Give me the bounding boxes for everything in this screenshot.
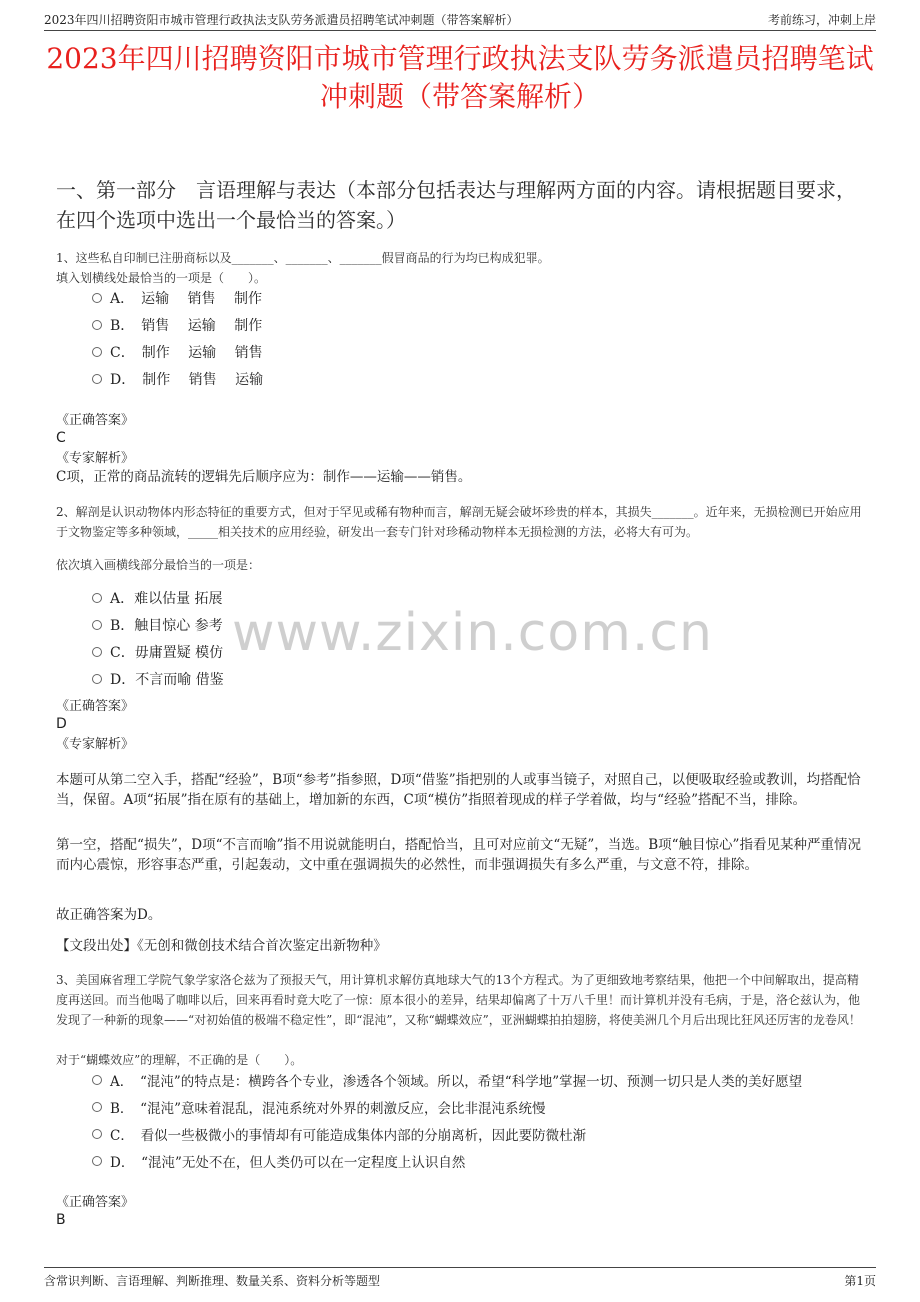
- q2-option-d[interactable]: [92, 668, 224, 690]
- q1-prompt: 填入划横线处最恰当的一项是（ ）。: [56, 271, 267, 285]
- q1-answer-label: 《正确答案》: [56, 413, 135, 428]
- radio-icon[interactable]: [92, 293, 102, 303]
- radio-icon[interactable]: [92, 374, 102, 384]
- q3-option-c-label: C． 看似一些极微小的事情却有可能造成集体内部的分崩离析，因此要防微杜渐: [110, 1128, 587, 1144]
- q1-analysis-label: 《专家解析》: [56, 451, 135, 466]
- q3-answer: B: [56, 1212, 66, 1228]
- q2-option-c-label: C．毋庸置疑 模仿: [110, 645, 224, 661]
- q1-option-a-label: A． 运输 销售 制作: [110, 291, 263, 307]
- q3-prompt: 对于“蝴蝶效应”的理解，不正确的是（ ）。: [56, 1053, 303, 1067]
- q2-option-b-label: B．触目惊心 参考: [110, 618, 223, 634]
- q1-option-b[interactable]: [92, 314, 262, 336]
- q2-stem: 2、解剖是认识动物体内形态特征的重要方式，但对于罕见或稀有物种而言，解剖无疑会破坏珍贵的样本，其损失_______。近年来，无损检测已开始应用于文物鉴定等多种领域，_____相关技术的应用经验，研发出一套专门针对珍稀动物样本无损检测的方法，必将大有可为。: [56, 505, 862, 539]
- q1-option-d-label: D． 制作 销售 运输: [110, 372, 264, 388]
- q1-option-b-label: B． 销售 运输 制作: [110, 318, 263, 334]
- q1-option-d[interactable]: [92, 368, 263, 390]
- radio-icon[interactable]: [92, 320, 102, 330]
- section-heading: 一、第一部分 言语理解与表达（本部分包括表达与理解两方面的内容。请根据题目要求，在四个选项中选出一个最恰当的答案。）: [56, 178, 856, 232]
- q2-analysis-label: 《专家解析》: [56, 737, 135, 752]
- q2-analysis-p3: 故正确答案为D。: [56, 907, 162, 923]
- q1-stem: [56, 248, 866, 288]
- q2-analysis-p2: 第一空，搭配“损失”，D项“不言而喻”指不用说就能明白，搭配恰当，且可对应前文“无疑”，当选。B项“触目惊心”指看见某种严重情况而内心震惊，形容事态严重，引起轰动，文中重在强调损失的必然性，而非强调损失有多么严重，与文意不符，排除。: [56, 837, 861, 873]
- q3-option-c[interactable]: [92, 1123, 586, 1145]
- header-title: 2023年四川招聘资阳市城市管理行政执法支队劳务派遣员招聘笔试冲刺题（带答案解析）: [44, 13, 519, 27]
- q2-analysis-p1: 本题可从第二空入手，搭配“经验”，B项“参考”指参照，D项“借鉴”指把别的人或事当镜子，对照自己，以便吸取经验或教训，均搭配恰当，保留。A项“拓展”指在原有的基础上，增加新的东西，C项“模仿”指照着现成的样子学着做，均与“经验”搭配不当，排除。: [56, 772, 861, 808]
- radio-icon[interactable]: [92, 1156, 102, 1166]
- q3-option-b-label: B． “混沌”意味着混乱，混沌系统对外界的刺激反应，会比非混沌系统慢: [110, 1101, 546, 1117]
- q2-answer-label: 《正确答案》: [56, 699, 135, 714]
- page-footer: [44, 1267, 876, 1289]
- q3-answer-label: 《正确答案》: [56, 1195, 135, 1210]
- page-number: 第1页: [844, 1274, 876, 1288]
- q1-option-c-label: C． 制作 运输 销售: [110, 345, 263, 361]
- page-header: [44, 8, 876, 31]
- q3-option-a[interactable]: [92, 1069, 802, 1091]
- radio-icon[interactable]: [92, 1075, 102, 1085]
- q3-option-d[interactable]: [92, 1150, 465, 1172]
- q3-option-d-label: D． “混沌”无处不在，但人类仍可以在一定程度上认识自然: [110, 1155, 466, 1171]
- q2-option-c[interactable]: [92, 641, 223, 663]
- q3-option-a-label: A． “混沌”的特点是：横跨各个专业，渗透各个领域。所以，希望“科学地”掌握一切、预测一切只是人类的美好愿望: [110, 1074, 803, 1090]
- q3-option-b[interactable]: [92, 1096, 545, 1118]
- q2-prompt: 依次填入画横线部分最恰当的一项是：: [56, 558, 261, 572]
- q2-option-a[interactable]: [92, 587, 223, 609]
- radio-icon[interactable]: [92, 593, 102, 603]
- q2-option-d-label: D．不言而喻 借鉴: [110, 672, 224, 688]
- radio-icon[interactable]: [92, 347, 102, 357]
- q1-option-c[interactable]: [92, 341, 263, 363]
- q2-source: 【文段出处】《无创和微创技术结合首次鉴定出新物种》: [56, 938, 387, 954]
- watermark: www.zixin.com.cn: [232, 603, 713, 663]
- radio-icon[interactable]: [92, 1129, 102, 1139]
- q2-option-a-label: A．难以估量 拓展: [110, 591, 223, 607]
- q2-option-b[interactable]: [92, 614, 223, 636]
- radio-icon[interactable]: [92, 1102, 102, 1112]
- radio-icon[interactable]: [92, 620, 102, 630]
- q1-answer: C: [56, 430, 66, 446]
- q1-stem-text: 1、这些私自印制已注册商标以及_______、_______、_______假冒商品的行为均已构成犯罪。: [56, 251, 550, 265]
- radio-icon[interactable]: [92, 647, 102, 657]
- radio-icon[interactable]: [92, 674, 102, 684]
- document-title: 2023年四川招聘资阳市城市管理行政执法支队劳务派遣员招聘笔试冲刺题（带答案解析）: [46, 42, 874, 113]
- header-slogan: 考前练习，冲刺上岸: [767, 13, 876, 27]
- q1-option-a[interactable]: [92, 287, 262, 309]
- q1-analysis: C项，正常的商品流转的逻辑先后顺序应为：制作——运输——销售。: [56, 469, 472, 485]
- q2-answer: D: [56, 716, 67, 732]
- q3-stem: 3、美国麻省理工学院气象学家洛仑兹为了预报天气，用计算机求解仿真地球大气的13个方程式。为了更细致地考察结果，他把一个中间解取出，提高精度再送回。而当他喝了咖啡以后，回来再看时竟大吃了一惊：原本很小的差异，结果却偏离了十万八千里！而计算机并没有毛病，于是，洛仑兹认为，他发现了一种新的现象——“对初始值的极端不稳定性”，即“混沌”，又称“蝴蝶效应”，亚洲蝴蝶拍拍翅膀，将使美洲几个月后出现比狂风还厉害的龙卷风！: [56, 973, 861, 1027]
- footer-text: 含常识判断、言语理解、判断推理、数量关系、资料分析等题型: [44, 1274, 381, 1288]
